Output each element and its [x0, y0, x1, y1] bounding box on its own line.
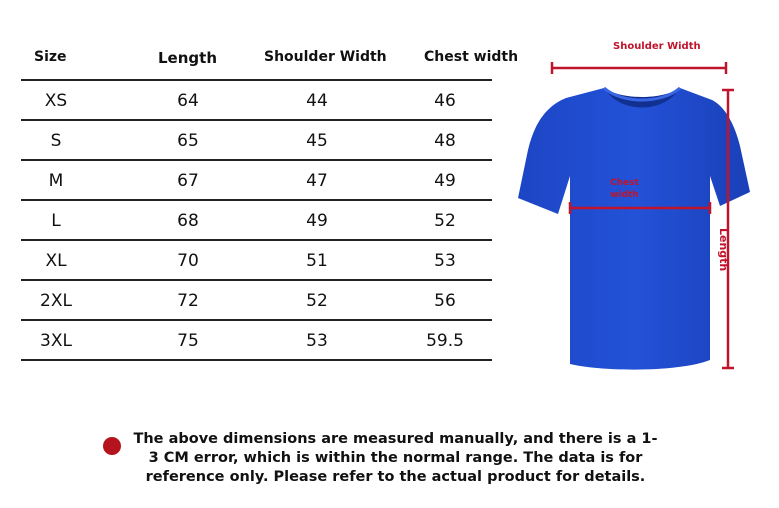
- cell-shoulder: 45: [306, 131, 328, 151]
- cell-length: 67: [177, 171, 199, 191]
- cell-length: 68: [177, 211, 199, 231]
- cell-shoulder: 44: [306, 91, 328, 111]
- tshirt-illustration: [512, 30, 772, 380]
- header-chest-width: Chest width: [424, 49, 519, 65]
- shoulder-width-label: Shoulder Width: [613, 41, 701, 52]
- cell-shoulder: 53: [306, 331, 328, 351]
- measurement-note: The above dimensions are measured manually, and there is a 1-3 CM error, which is within the normal range. The data is for reference only. Please refer to the actual product for details.: [133, 431, 658, 485]
- table-header: [21, 40, 519, 81]
- cell-shoulder: 47: [306, 171, 328, 191]
- cell-length: 64: [177, 91, 199, 111]
- cell-chest: 52: [434, 211, 456, 231]
- table-row: [21, 321, 492, 361]
- cell-size: L: [51, 211, 61, 231]
- table-row: [21, 81, 492, 121]
- cell-chest: 59.5: [426, 331, 464, 351]
- note-bullet-icon: [103, 437, 121, 455]
- table-row: [21, 281, 492, 321]
- shoulder-width-arrow: [552, 62, 726, 74]
- table-row: [21, 201, 492, 241]
- cell-size: M: [48, 171, 64, 191]
- size-chart-table: [21, 40, 519, 361]
- cell-chest: 46: [434, 91, 456, 111]
- chest-width-label: [610, 177, 639, 201]
- cell-chest: 56: [434, 291, 456, 311]
- cell-shoulder: 49: [306, 211, 328, 231]
- cell-size: XL: [45, 251, 67, 271]
- header-size: Size: [34, 49, 67, 65]
- cell-size: 2XL: [40, 291, 72, 311]
- chest-label-line1: Chest: [610, 178, 639, 188]
- cell-length: 65: [177, 131, 199, 151]
- cell-shoulder: 51: [306, 251, 328, 271]
- table-row: [21, 161, 492, 201]
- cell-size: S: [50, 131, 62, 151]
- header-shoulder-width: Shoulder Width: [264, 49, 387, 65]
- header-length: Length: [158, 49, 217, 67]
- cell-length: 72: [177, 291, 199, 311]
- cell-shoulder: 52: [306, 291, 328, 311]
- tshirt-body: [518, 88, 750, 370]
- table-row: [21, 241, 492, 281]
- cell-size: 3XL: [40, 331, 72, 351]
- chest-label-line2: width: [610, 190, 639, 200]
- cell-chest: 49: [434, 171, 456, 191]
- cell-chest: 48: [434, 131, 456, 151]
- tshirt-diagram: [512, 30, 772, 380]
- length-label: Length: [717, 228, 730, 272]
- table-row: [21, 121, 492, 161]
- cell-size: XS: [44, 91, 68, 111]
- cell-length: 75: [177, 331, 199, 351]
- cell-length: 70: [177, 251, 199, 271]
- cell-chest: 53: [434, 251, 456, 271]
